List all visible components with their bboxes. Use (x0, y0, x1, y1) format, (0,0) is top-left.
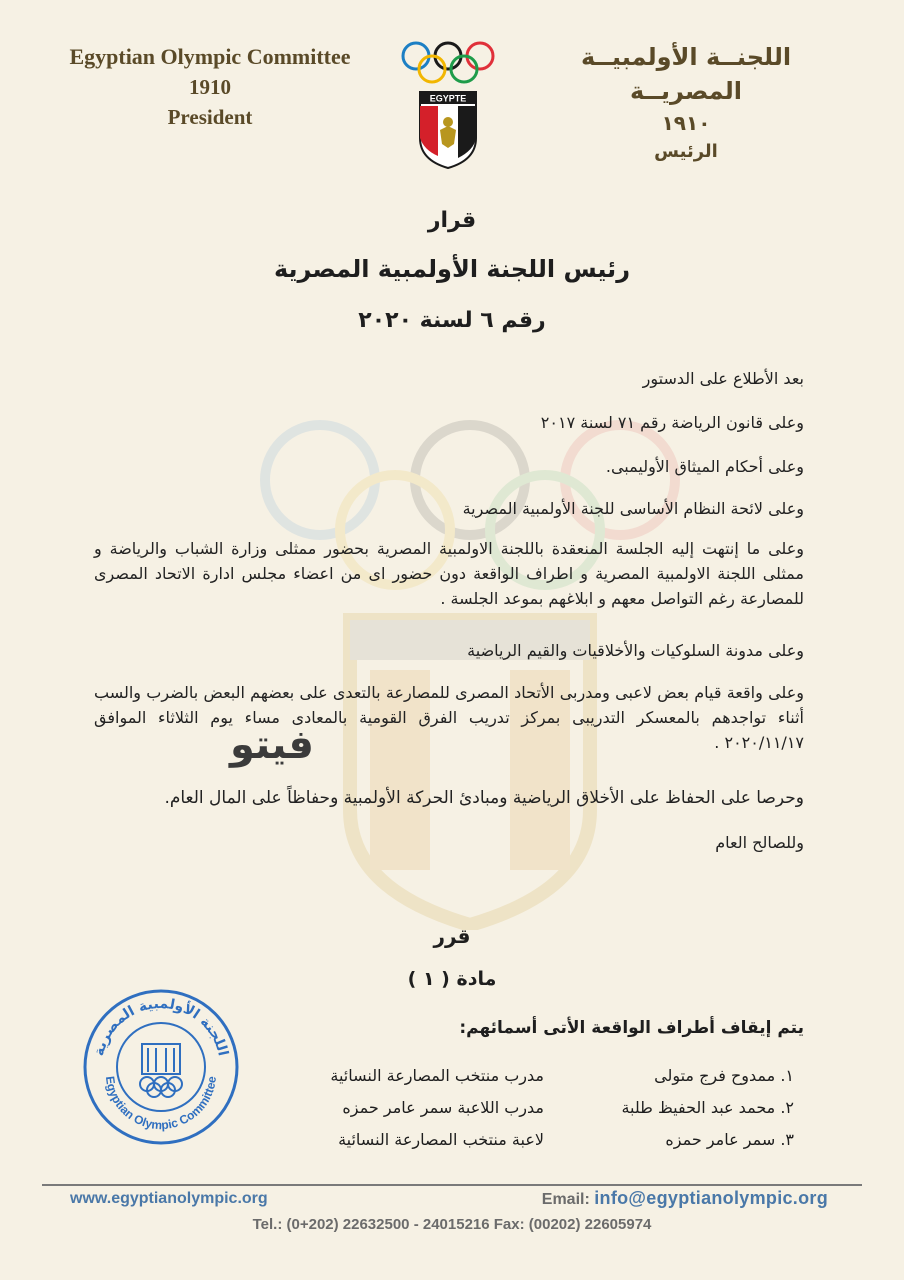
preamble-paragraph: وعلى مدونة السلوكيات والأخلاقيات والقيم الرياضية (467, 641, 804, 660)
footer-email-label: Email: (541, 1191, 590, 1208)
list-item (244, 1130, 804, 1160)
resolution-intro: يتم إيقاف أطراف الواقعة الأتى أسمائهم: (459, 1018, 804, 1038)
header-en-year: 1910 (189, 75, 231, 99)
footer-divider (42, 1184, 862, 1186)
person-role: مدرب منتخب المصارعة النسائية (330, 1066, 544, 1085)
decision-subtitle: رئيس اللجنة الأولمبية المصرية (273, 255, 631, 283)
preamble-paragraph: وعلى قانون الرياضة رقم ٧١ لسنة ٢٠١٧ (540, 413, 804, 432)
header-ar-year: ١٩١٠ (661, 111, 711, 135)
official-stamp (80, 986, 242, 1148)
resolution-title: قرر (433, 924, 471, 948)
header-en-org: Egyptian Olympic Committee (69, 44, 351, 69)
person-role: لاعبة منتخب المصارعة النسائية (338, 1130, 544, 1149)
preamble-paragraph: بعد الأطلاع على الدستور (642, 369, 804, 388)
svg-text:اللجنة الأولمبية المصرية (91, 996, 231, 1058)
person-name: ٣. سمر عامر حمزه (665, 1130, 794, 1149)
header-en-title: President (167, 105, 253, 129)
header-english (60, 42, 360, 132)
stamp-rings-icon (140, 1077, 182, 1097)
stamp-arabic-text: اللجنة الأولمبية المصرية (91, 995, 231, 1058)
ring-blue-icon (403, 43, 429, 69)
ring-black-icon (435, 43, 461, 69)
ring-green-icon (451, 56, 477, 82)
preamble-paragraph: وعلى أحكام الميثاق الأوليمبى. (605, 457, 804, 476)
emblem-label: EGYPTE (429, 93, 467, 104)
ring-yellow-icon (419, 56, 445, 82)
decision-title: قرار (427, 208, 477, 233)
person-name: ٢. محمد عبد الحفيظ طلبة (621, 1098, 794, 1117)
footer-phone-fax: Tel.: (0+202) 22632500 - 24015216 Fax: (00202) 22605974 (252, 1216, 652, 1233)
preamble-paragraph: وعلى واقعة قيام بعض لاعبى ومدربى الأتحاد المصرى للمصارعة بالتعدى على بعضهم البعض بالضرب والسب أثناء تواجدهم بالمعسكر التدريبى بمركز تدريب الفرق القومية بالمعادى مساء يوم الثلاثاء الموافق ٢٠٢٠/١١/١٧ . (94, 683, 804, 752)
preamble-paragraph: وعلى ما إنتهت إليه الجلسة المنعقدة باللجنة الاولمبية المصرية بحضور ممثلى وزارة الشباب والرياضة و ممثلى اللجنة الاولمبية المصرية و اطراف الواقعة دون حضور اى من اعضاء مجلس ادارة الاتحاد المصرى للمصارعة رغم التواصل معهم و ابلاغهم بموعد الجلسة . (94, 539, 804, 608)
preamble-paragraph: وحرصا على الحفاظ على الأخلاق الرياضية ومبادئ الحركة الأولمبية وحفاظاً على المال العام. (164, 788, 804, 808)
preamble-paragraph: وللصالح العام (715, 833, 804, 852)
decision-number: رقم ٦ لسنة ٢٠٢٠ (358, 308, 546, 333)
header-ar-org: اللجنــة الأولمبيــة المصريــة (580, 43, 792, 105)
person-name: ١. ممدوح فرج متولى (654, 1066, 794, 1085)
olympic-emblem-logo (398, 38, 498, 170)
ring-red-icon (467, 43, 493, 69)
list-item (244, 1066, 804, 1096)
article-heading: مادة ( ١ ) (407, 968, 497, 990)
person-role: مدرب اللاعبة سمر عامر حمزه (342, 1098, 544, 1117)
footer-email-link[interactable]: info@egyptianolympic.org (594, 1188, 828, 1208)
stamp-english-text: Egyptian Olympic Committee (102, 1075, 220, 1133)
preamble-paragraph: وعلى لائحة النظام الأساسى للجنة الأولمبية المصرية (462, 499, 804, 518)
list-item (244, 1098, 804, 1128)
header-arabic (536, 40, 836, 166)
header-ar-title: الرئيس (654, 141, 718, 162)
footer-website-link[interactable]: www.egyptianolympic.org (70, 1190, 268, 1207)
footer-email (542, 1188, 828, 1209)
news-watermark-logo: فيتو (230, 722, 314, 768)
